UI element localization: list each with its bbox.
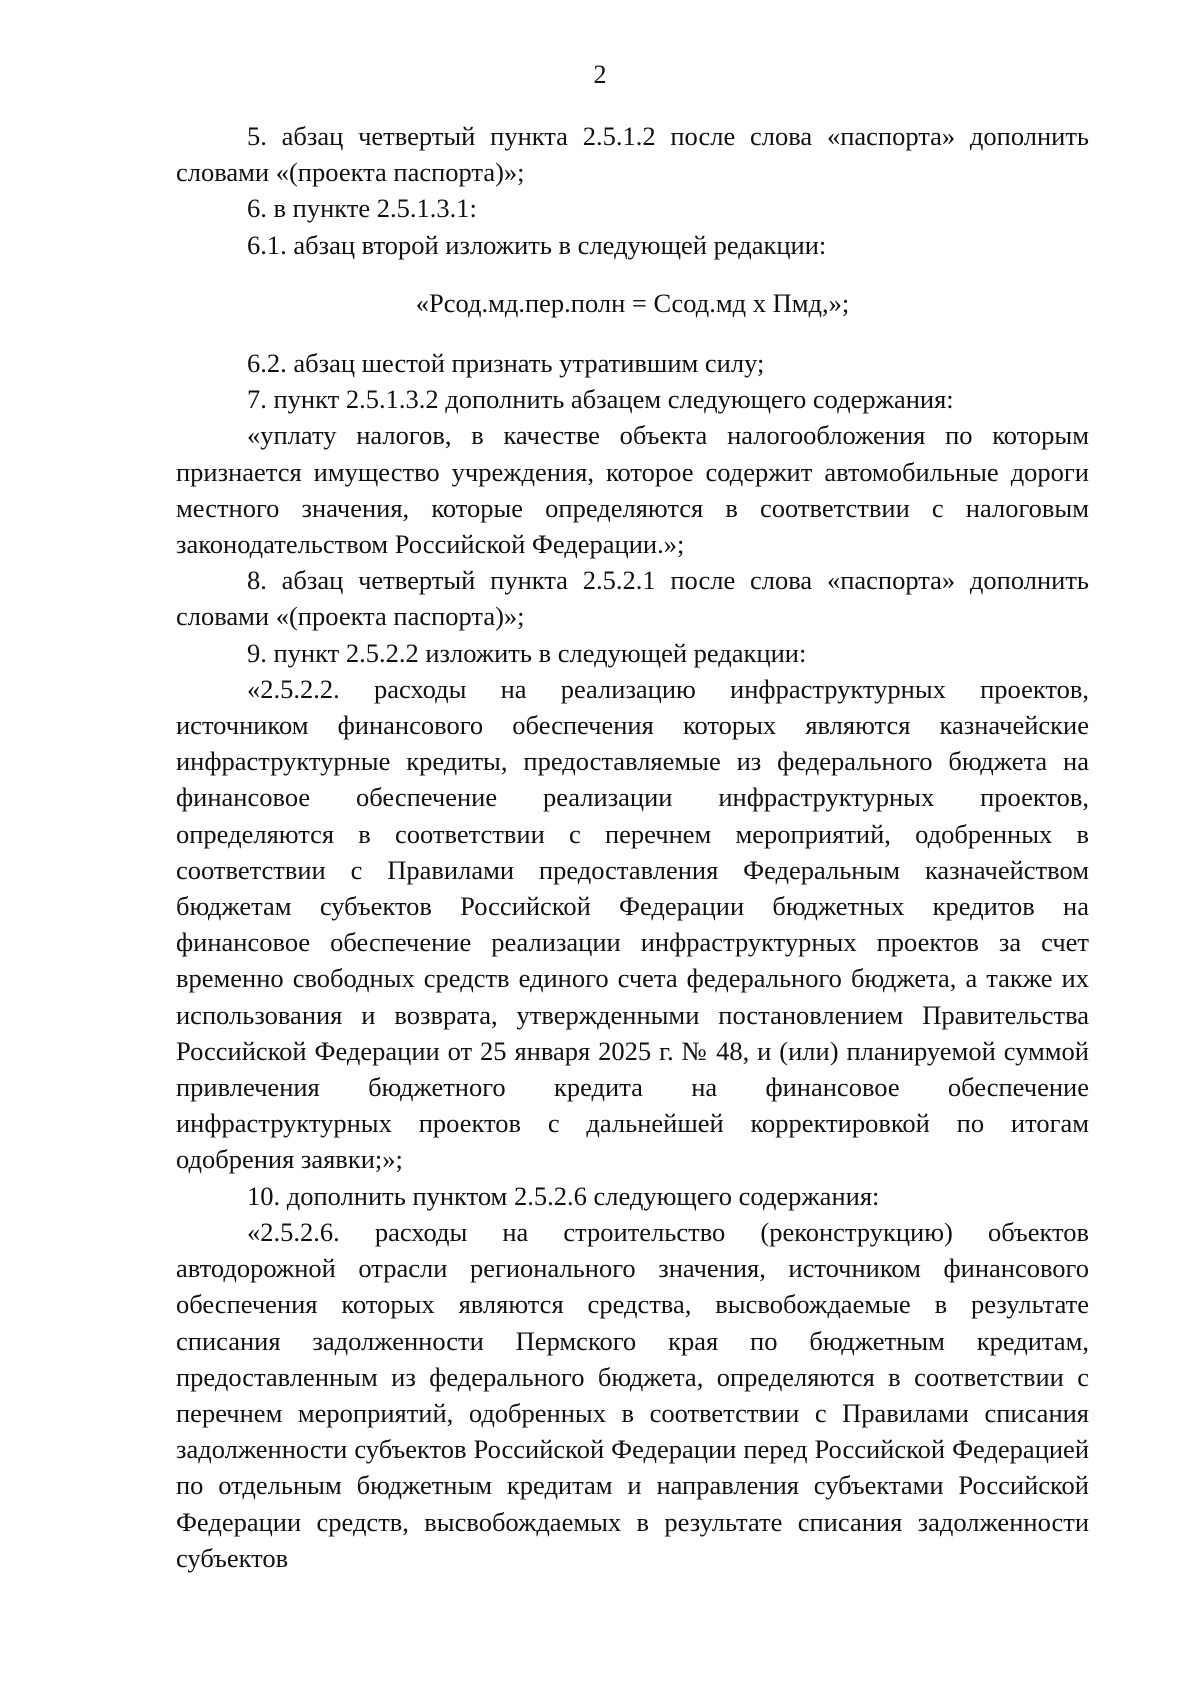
paragraph-item-5: 5. абзац четвертый пункта 2.5.1.2 после слова «паспорта» дополнить словами «(проекта паспорта)»; [176,121,1089,188]
paragraph-quote-2-5-2-6: «2.5.2.6. расходы на строительство (реконструкцию) объектов автодорожной отрасли регионального значения, источником финансового обеспечения которых являются средства, высвобождаемые в результате списания задолженности Пермского края по бюджетным кредитам, предоставленным из федерального бюджета, определяются в соответствии с перечнем мероприятий, одобренных в соответствии с Правилами списания задолженности субъектов Российской Федерации перед Российской Федерацией по отдельным бюджетным кредитам и направления субъектами Российской Федерации средств, высвобождаемых в результате списания задолженности субъектов [176,1216,1089,1573]
paragraph-item-7: 7. пункт 2.5.1.3.2 дополнить абзацем следующего содержания: [247,384,954,415]
paragraph-item-6: 6. в пункте 2.5.1.3.1: [247,193,477,224]
page-number: 2 [593,60,607,89]
paragraph-item-6-1: 6.1. абзац второй изложить в следующей редакции: [247,229,827,260]
formula: «Рсод.мд.пер.полн = Ссод.мд х Пмд,»; [415,287,850,318]
document-body [176,118,1089,1576]
paragraph-quote-2-5-2-2: «2.5.2.2. расходы на реализацию инфраструктурных проектов, источником финансового обеспечения которых являются казначейские инфраструктурные кредиты, предоставляемые из федерального бюджета на финансовое обеспечение реализации инфраструктурных проектов, определяются в соответствии с перечнем мероприятий, одобренных в соответствии с Правилами предоставления Федеральным казначейством бюджетам субъектов Российской Федерации бюджетных кредитов на финансовое обеспечение реализации инфраструктурных проектов за счет временно свободных средств единого счета федерального бюджета, а также их использования и возврата, утвержденными постановлением Правительства Российской Федерации от 25 января 2025 г. № 48, и (или) планируемой суммой привлечения бюджетного кредита на финансовое обеспечение инфраструктурных проектов с дальнейшей корректировкой по итогам одобрения заявки;»; [176,673,1089,1175]
paragraph-item-8: 8. абзац четвертый пункта 2.5.2.1 после слова «паспорта» дополнить словами «(проекта паспорта)»; [176,565,1089,632]
paragraph-item-6-2: 6.2. абзац шестой признать утратившим силу; [247,348,765,379]
paragraph-quote-taxes: «уплату налогов, в качестве объекта налогообложения по которым признается имущество учреждения, которое содержит автомобильные дороги местного значения, которые определяются в соответствии с налоговым законодательством Российской Федерации.»; [176,420,1089,560]
paragraph-item-9: 9. пункт 2.5.2.2 изложить в следующей редакции: [247,637,807,668]
paragraph-item-10: 10. дополнить пунктом 2.5.2.6 следующего содержания: [247,1180,880,1211]
